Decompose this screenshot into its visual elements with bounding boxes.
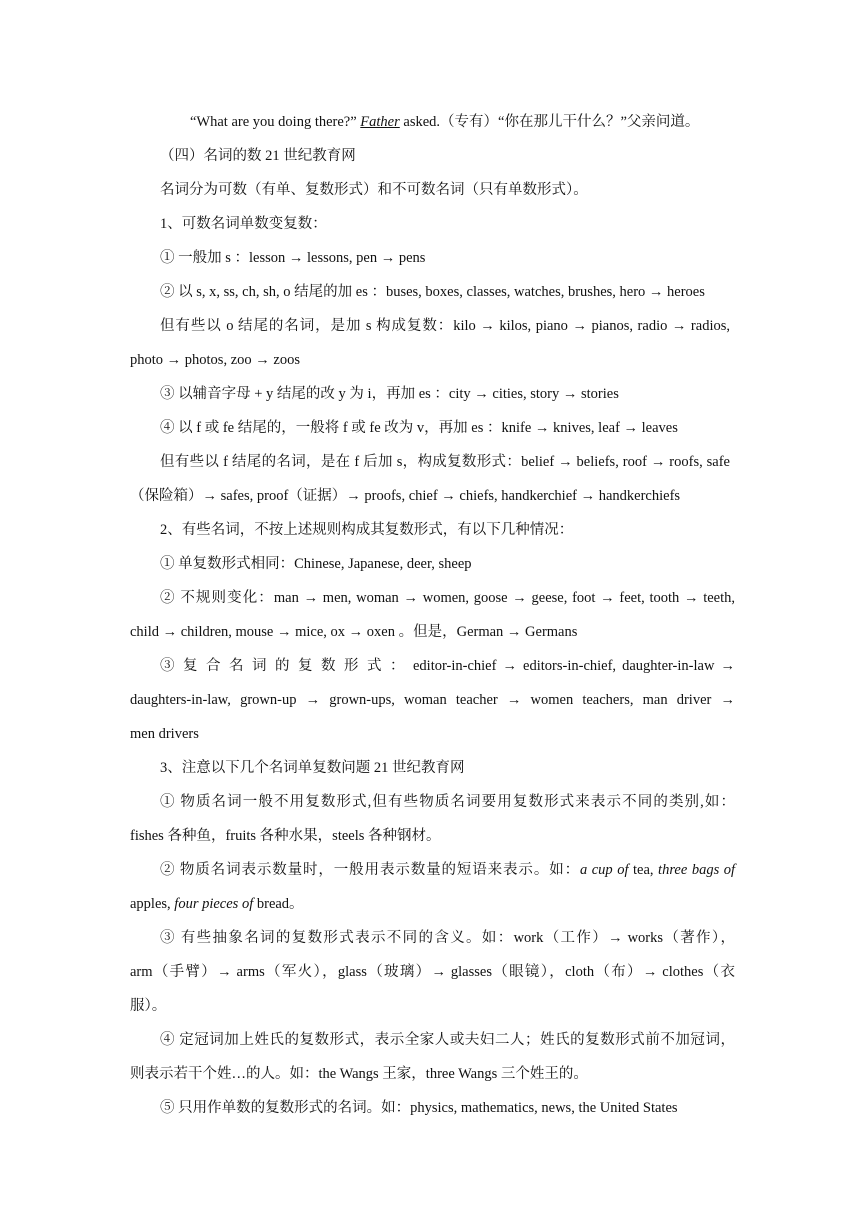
- italic-phrase: three bags of: [658, 862, 735, 878]
- paragraph-line: photo → photos, zoo → zoos: [130, 352, 300, 368]
- rule-item: ③ 以辅音字母 + y 结尾的改 y 为 i，再加 es ：city → cities, story → stories: [160, 386, 619, 402]
- paragraph-line: daughters-in-law, grown-up → grown-ups, woman teacher → women teachers, man driver →: [130, 692, 735, 708]
- rule-item: ② 不规则变化：man → men, woman → women, goose → geese, foot → feet, tooth → teeth,: [160, 590, 735, 606]
- subheading: 2、有些名词，不按上述规则构成其复数形式，有以下几种情况：: [160, 522, 574, 538]
- rule-item: ② 以 s, x, ss, ch, sh, o 结尾的加 es ：buses, boxes, classes, watches, brushes, hero → heroes: [160, 284, 705, 300]
- subheading: 3、注意以下几个名词单复数问题 21 世纪教育网: [160, 760, 465, 776]
- paragraph-line: 但有些以 f 结尾的名词，是在 f 后加 s，构成复数形式：belief → beliefs, roof → roofs, safe: [160, 454, 730, 470]
- paragraph: 名词分为可数（有单、复数形式）和不可数名词（只有单数形式）。: [160, 182, 588, 198]
- text-run: “What are you doing there?”: [190, 114, 361, 130]
- text-run: tea,: [628, 862, 659, 878]
- subheading: 1、可数名词单数变复数：: [160, 216, 327, 232]
- italic-phrase: a cup of: [579, 862, 629, 878]
- rule-item: ③ 有些抽象名词的复数形式表示不同的含义。如：work（工作）→ works（著作），: [160, 930, 735, 946]
- text-run: ② 物质名词表示数量时，一般用表示数量的短语来表示。如：: [160, 862, 580, 878]
- paragraph-line: child → children, mouse → mice, ox → oxen 。但是，German → Germans: [130, 624, 578, 640]
- rule-item: ④ 以 f 或 fe 结尾的，一般将 f 或 fe 改为 v，再加 es ：knife → knives, leaf → leaves: [160, 420, 678, 436]
- underlined-word: Father: [360, 114, 400, 130]
- paragraph-line: 则表示若干个姓…的人。如：the Wangs 王家，three Wangs 三个姓王的。: [130, 1066, 588, 1082]
- text-run: asked.（专有）“你在那儿干什么？”父亲问道。: [399, 114, 700, 130]
- rule-item: [160, 860, 735, 880]
- paragraph-line: fishes 各种鱼，fruits 各种水果，steels 各种钢材。: [130, 828, 441, 844]
- rule-item: ④ 定冠词加上姓氏的复数形式，表示全家人或夫妇二人；姓氏的复数形式前不加冠词，: [160, 1032, 735, 1048]
- text-run: bread。: [253, 896, 304, 912]
- rule-item: ① 物质名词一般不用复数形式,但有些物质名词要用复数形式来表示不同的类别,如：: [160, 794, 735, 810]
- rule-item: ⑤ 只用作单数的复数形式的名词。如：physics, mathematics, news, the United States: [160, 1100, 678, 1116]
- paragraph-line: [130, 894, 304, 914]
- section-heading: （四）名词的数 21 世纪教育网: [160, 148, 356, 164]
- paragraph-line: （保险箱）→ safes, proof（证据）→ proofs, chief → chiefs, handkerchief → handkerchiefs: [130, 488, 681, 504]
- rule-item: ① 单复数形式相同：Chinese, Japanese, deer, sheep: [160, 556, 472, 572]
- italic-phrase: four pieces of: [174, 896, 254, 912]
- rule-item: ③ 复 合 名 词 的 复 数 形 式 ： editor-in-chief → editors-in-chief, daughter-in-law →: [160, 658, 735, 674]
- paragraph-line: arm（手臂）→ arms（军火），glass（玻璃）→ glasses（眼镜），cloth（布）→ clothes（衣: [130, 964, 735, 980]
- paragraph-line: 但有些以 o 结尾的名词，是加 s 构成复数：kilo → kilos, piano → pianos, radio → radios,: [160, 318, 730, 334]
- text-run: apples,: [130, 896, 175, 912]
- paragraph-line: men drivers: [130, 726, 199, 742]
- rule-item: ① 一般加 s ：lesson → lessons, pen → pens: [160, 250, 426, 266]
- paragraph-line: 服）。: [130, 998, 167, 1014]
- example-sentence: [190, 112, 699, 132]
